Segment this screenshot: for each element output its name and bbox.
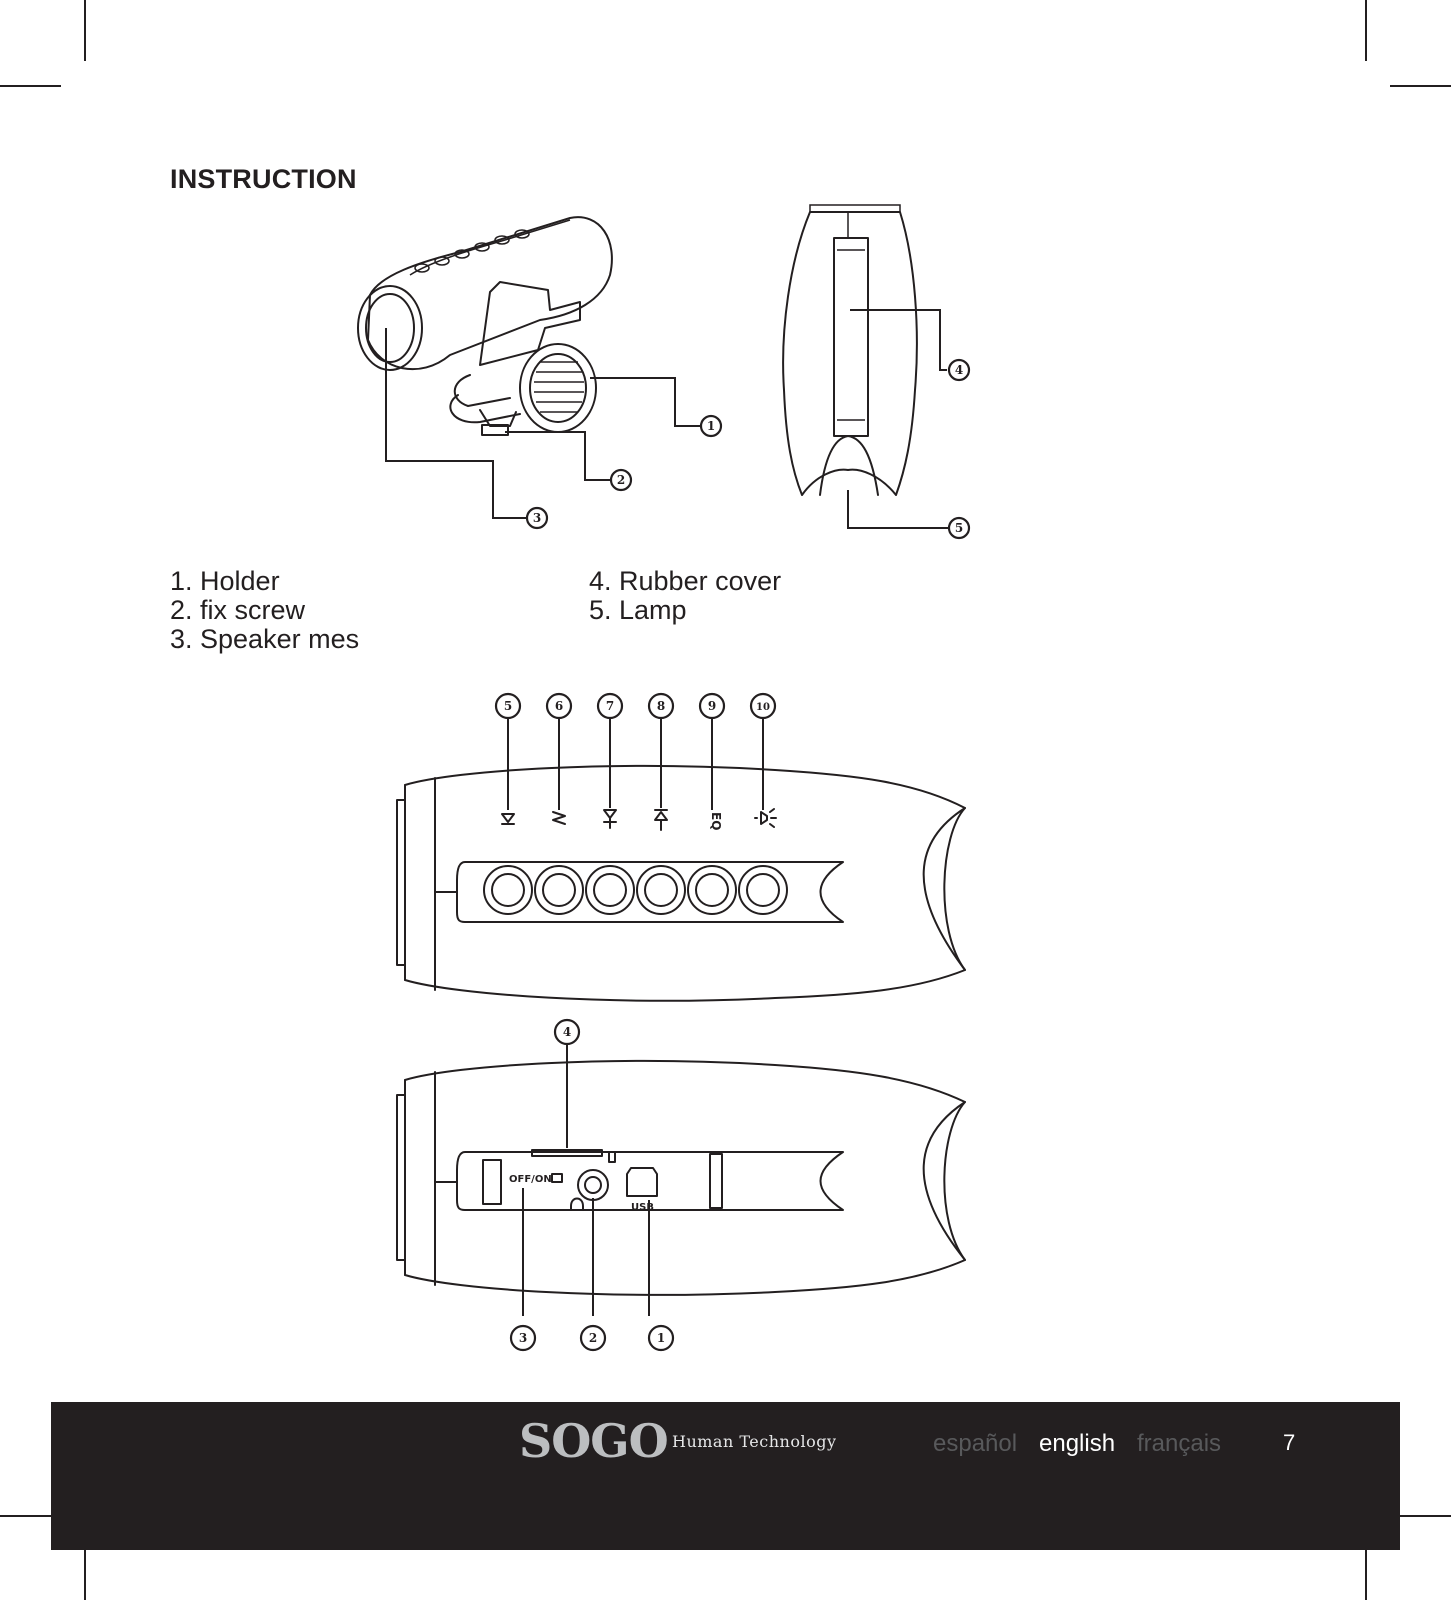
svg-text:5: 5 <box>954 521 964 535</box>
brand-tagline: Human Technology <box>672 1432 837 1451</box>
crop-mark <box>0 85 61 87</box>
svg-text:3: 3 <box>518 1331 528 1345</box>
parts-list-right <box>589 567 781 625</box>
eq-button <box>688 866 736 914</box>
speaker-ports-diagram <box>395 1020 975 1360</box>
list-item: 4. Rubber cover <box>589 566 782 596</box>
mode-button <box>535 866 583 914</box>
svg-text:2: 2 <box>616 473 626 487</box>
crop-mark <box>1365 0 1367 61</box>
crop-mark <box>84 0 86 61</box>
footer-bar <box>51 1402 1400 1550</box>
speaker-rear-view <box>783 205 917 495</box>
audio-jack <box>578 1170 608 1200</box>
svg-text:3: 3 <box>532 511 542 525</box>
parts-list-left <box>170 567 359 654</box>
language-link-espanol[interactable]: español <box>933 1430 1018 1457</box>
speaker-buttons-diagram <box>395 690 975 1010</box>
brand-logo: SOGO <box>519 1414 668 1468</box>
svg-text:6: 6 <box>554 699 564 713</box>
play-pause-icon <box>502 814 514 824</box>
next-button <box>586 866 634 914</box>
svg-text:10: 10 <box>756 702 770 713</box>
page-title: INSTRUCTION <box>170 164 357 194</box>
lamp-button <box>739 866 787 914</box>
button-row <box>484 866 787 914</box>
usb-port <box>627 1168 657 1196</box>
language-link-francais[interactable]: français <box>1137 1430 1222 1457</box>
headphone-icon <box>571 1199 583 1211</box>
usb-label: USB <box>631 1202 654 1213</box>
crop-mark <box>1390 85 1451 87</box>
previous-icon <box>655 810 667 830</box>
next-icon <box>604 810 616 828</box>
svg-text:1: 1 <box>706 419 716 433</box>
svg-text:9: 9 <box>707 699 717 713</box>
svg-text:4: 4 <box>954 363 964 377</box>
svg-text:8: 8 <box>656 699 666 713</box>
svg-text:7: 7 <box>605 699 615 713</box>
list-item: 1. Holder <box>170 566 280 596</box>
svg-text:5: 5 <box>503 699 513 713</box>
list-item: 2. fix screw <box>170 595 306 625</box>
button-leaders <box>508 702 763 810</box>
speaker-mount-diagram <box>340 200 1020 550</box>
list-item: 5. Lamp <box>589 595 687 625</box>
switch-label: OFF/ON <box>509 1174 552 1185</box>
button-symbols <box>502 809 776 830</box>
holder-ring <box>450 344 596 435</box>
speaker-top-body <box>397 766 965 1001</box>
play-pause-button <box>484 866 532 914</box>
lamp-icon <box>755 809 776 827</box>
list-item: 3. Speaker mes <box>170 624 360 654</box>
port-panel <box>483 1150 657 1213</box>
svg-text:4: 4 <box>562 1025 572 1039</box>
eq-label: EQ <box>709 812 723 831</box>
page-number: 7 <box>1283 1430 1296 1455</box>
power-switch <box>483 1160 501 1204</box>
mode-icon <box>553 812 565 824</box>
svg-text:1: 1 <box>656 1331 666 1345</box>
previous-button <box>637 866 685 914</box>
svg-text:2: 2 <box>588 1331 598 1345</box>
language-link-english[interactable]: english <box>1039 1430 1116 1457</box>
